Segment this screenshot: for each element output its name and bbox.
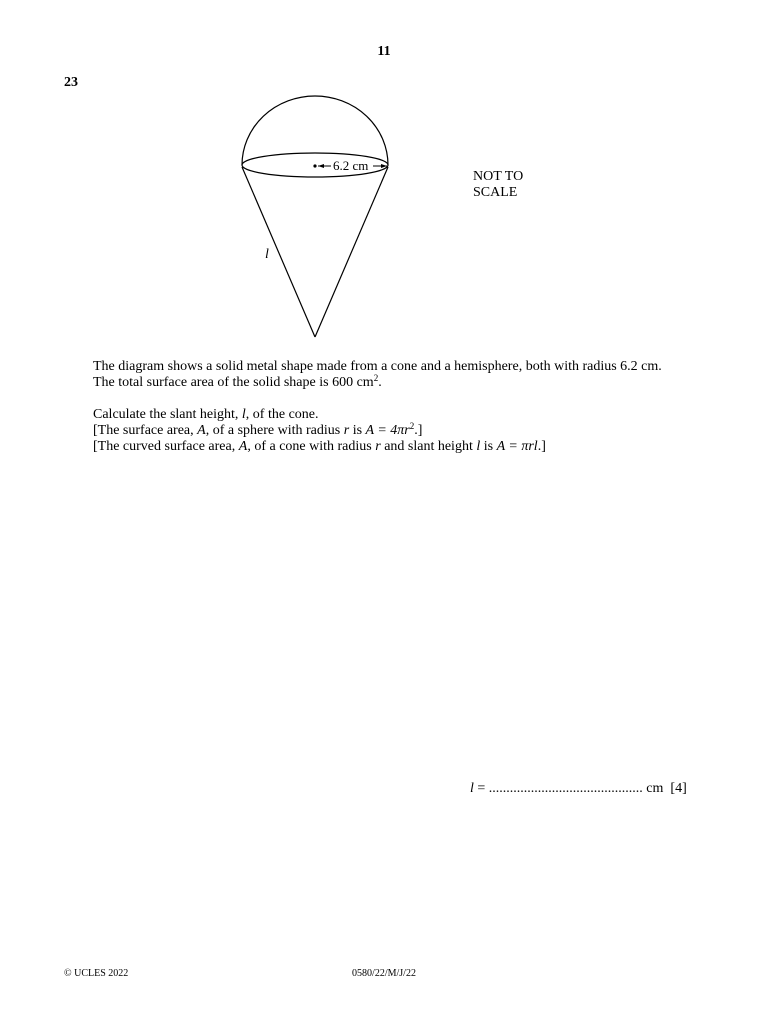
not-to-scale-note — [473, 169, 523, 201]
answer-equals: = — [473, 781, 489, 796]
sphere-formula-end: .] — [414, 423, 423, 438]
question-line-1 — [93, 359, 733, 375]
question-text — [93, 359, 733, 455]
centre-point — [313, 164, 316, 167]
sphere-formula-text-3: is — [349, 423, 366, 438]
sphere-formula-line — [93, 423, 733, 439]
cone-formula-text-2: , of a cone with radius — [247, 439, 376, 454]
note-line-1: NOT TO — [473, 169, 524, 184]
cone-formula-text-3: and slant height — [380, 439, 477, 454]
paper-code-footer: 0580/22/M/J/22 — [352, 968, 416, 979]
sphere-formula-text-2: , of a sphere with radius — [205, 423, 344, 438]
radius-arrowhead-left — [318, 164, 324, 168]
hemisphere-arc — [242, 96, 388, 165]
cone-formula-text-4: is — [480, 439, 497, 454]
cone-formula-text: [The curved surface area, — [93, 439, 239, 454]
cone-left-edge — [242, 167, 315, 337]
slant-variable: l — [476, 439, 481, 454]
cone-formula-line — [93, 439, 733, 455]
radius-label: 6.2 cm — [333, 158, 369, 173]
area-variable: A — [197, 423, 206, 438]
slant-variable: l — [241, 407, 246, 422]
question-number: 23 — [64, 75, 78, 90]
cone-formula-end: .] — [537, 439, 546, 454]
superscript: 2 — [373, 373, 379, 383]
copyright-footer: © UCLES 2022 — [64, 968, 129, 979]
radius-variable: r — [375, 439, 381, 454]
slant-label: l — [265, 247, 269, 262]
note-line-2: SCALE — [473, 185, 518, 200]
answer-line[interactable] — [470, 781, 687, 797]
question-line-2 — [93, 375, 733, 391]
radius-variable: r — [343, 423, 350, 438]
cone-right-edge — [315, 167, 388, 337]
question-line-3-text: Calculate the slant height, — [93, 407, 242, 422]
question-line-1-text: The diagram shows a solid metal shape made from a cone and a hemisphere, both with radius 6.2 cm. — [93, 359, 662, 374]
answer-unit: cm — [642, 781, 664, 796]
page-number: 11 — [377, 44, 391, 59]
cone-hemisphere-diagram — [225, 90, 415, 345]
cone-formula: A = πrl — [496, 439, 538, 454]
question-line-3-end: , of the cone. — [245, 407, 319, 422]
area-variable: A — [238, 439, 248, 454]
question-line-2-end: . — [378, 375, 382, 390]
sphere-formula: A = 4πr — [365, 423, 410, 438]
superscript: 2 — [409, 421, 415, 431]
answer-variable: l — [470, 781, 474, 796]
marks-label: [4] — [663, 781, 687, 796]
answer-blank[interactable]: ............................................ — [488, 781, 643, 796]
question-line-2-text: The total surface area of the solid shape is 600 cm — [93, 375, 374, 390]
sphere-formula-text: [The surface area, — [93, 423, 198, 438]
